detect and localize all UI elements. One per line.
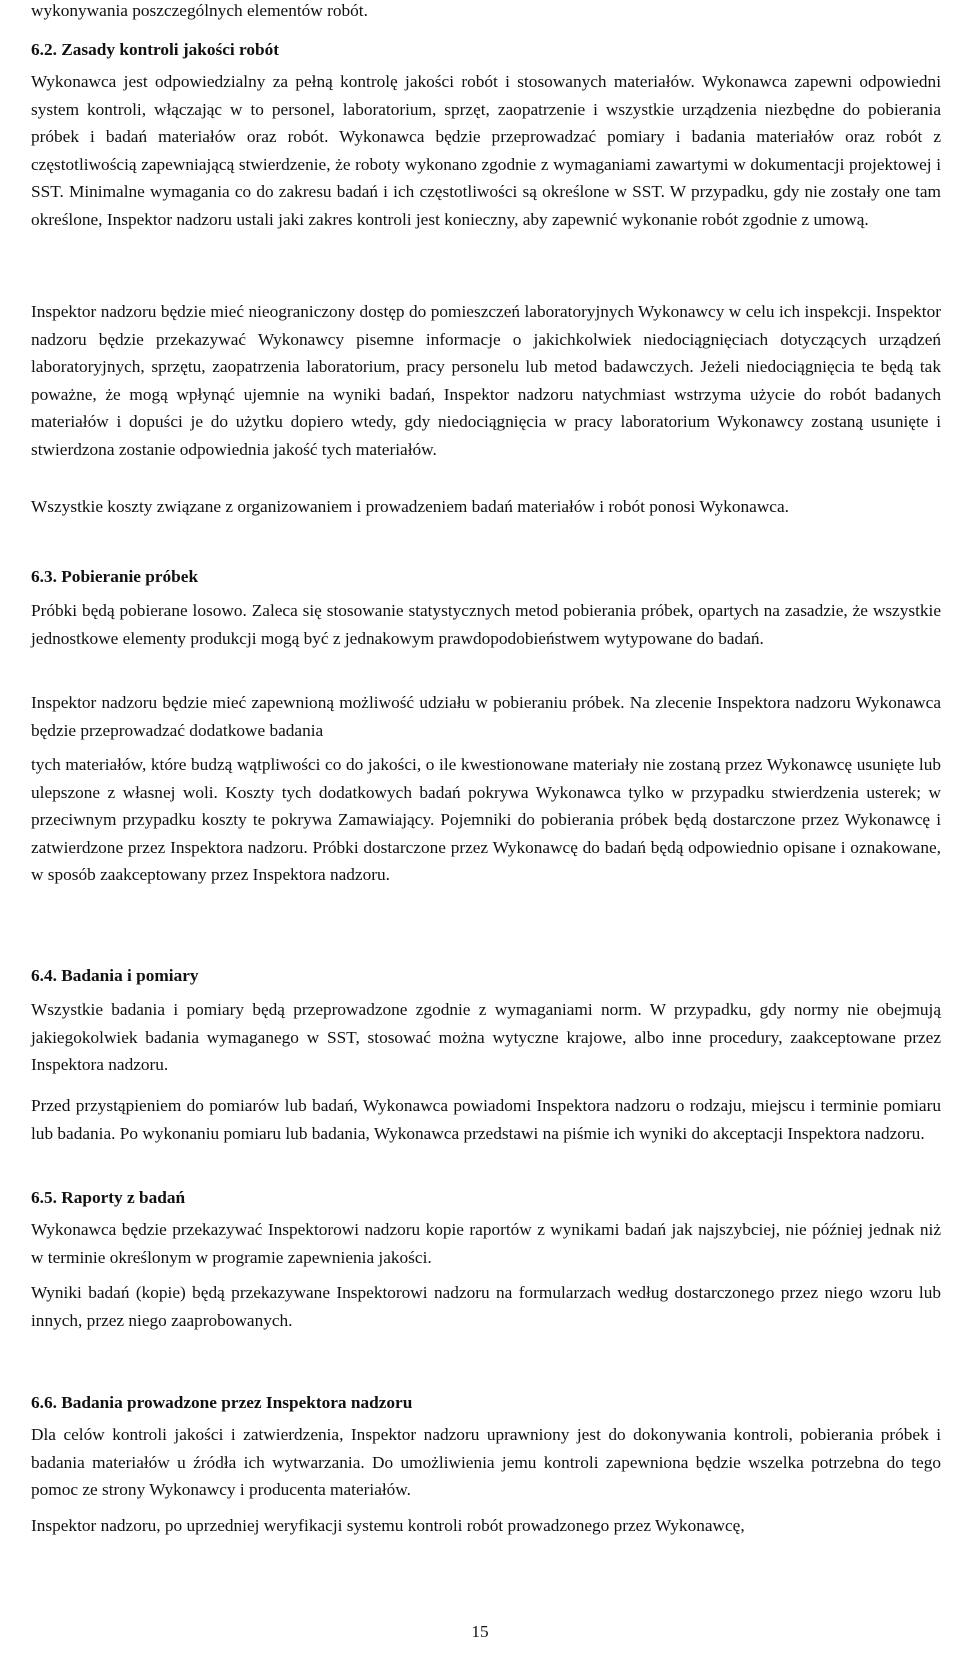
paragraph-inspector-sampling: Inspektor nadzoru będzie mieć zapewnioną możliwość udziału w pobieraniu próbek. Na zlecenie Inspektora nadzoru Wykonawca będzie przeprowadzać dodatkowe badania [31,693,941,740]
paragraph-inspector-tests: Dla celów kontroli jakości i zatwierdzenia, Inspektor nadzoru uprawniony jest do dokonywania kontroli, pobierania próbek i badania materiałów u źródła ich wytwarzania. Do umożliwienia jemu kontroli zapewniona będzie wszelka potrzebna do tego pomoc ze strony Wykonawcy i producenta materiałów. [31,1425,941,1500]
paragraph-reports-forms: Wyniki badań (kopie) będą przekazywane Inspektorowi nadzoru na formularzach według dostarczonego przez niego wzoru lub innych, przez niego zaaprobowanych. [31,1283,941,1330]
paragraph-quality-control: Wykonawca jest odpowiedzialny za pełną kontrolę jakości robót i stosowanych materiałów. Wykonawca zapewni odpowiedni system kontroli, włączając w to personel, laboratorium, sprzęt, zaopatrzenie i wszystkie urządzenia niezbędne do pobierania próbek i badań materiałów oraz robót. Wykonawca będzie przeprowadzać pomiary i badania materiałów oraz robót z częstotliwością zapewniającą stwierdzenie, że roboty wykonano zgodnie z wymaganiami zawartymi w dokumentacji projektowej i SST. Minimalne wymagania co do zakresu badań i ich częstotliwości są określone w SST. W przypadku, gdy nie zostały one tam określone, Inspektor nadzoru ustali jaki zakres kontroli jest konieczny, aby zapewnić wykonanie robót zgodnie z umową. [31,72,941,229]
paragraph-sampling-random: Próbki będą pobierane losowo. Zaleca się stosowanie statystycznych metod pobierania próbek, opartych na zasadzie, że wszystkie jednostkowe elementy produkcji mogą być z jednakowym prawdopodobieństwem wytypowane do badań. [31,601,941,648]
paragraph-costs: Wszystkie koszty związane z organizowaniem i prowadzeniem badań materiałów i robót ponosi Wykonawca. [31,497,789,516]
paragraph-additional-tests: tych materiałów, które budzą wątpliwości co do jakości, o ile kwestionowane materiały nie zostaną przez Wykonawcę usunięte lub ulepszone z własnej woli. Koszty tych dodatkowych badań pokrywa Wykonawca tylko w przypadku stwierdzenia usterek; w przeciwnym przypadku koszty te pokrywa Zamawiający. Pojemniki do pobierania próbek będą dostarczone przez Wykonawcę i zatwierdzone przez Inspektora nadzoru. Próbki dostarczone przez Wykonawcę do badań będą odpowiednio opisane i oznakowane, w sposób zaakceptowany przez Inspektora nadzoru. [31,755,941,885]
paragraph-inspector-access: Inspektor nadzoru będzie mieć nieograniczony dostęp do pomieszczeń laboratoryjnych Wykonawcy w celu ich inspekcji. Inspektor nadzoru będzie przekazywać Wykonawcy pisemne informacje o jakichkolwiek niedociągnięciach dotyczących urządzeń laboratoryjnych, sprzętu, zaopatrzenia laboratorium, pracy personelu lub metod badawczych. Jeżeli niedociągnięcia te będą tak poważne, że mogą wpłynąć ujemnie na wyniki badań, Inspektor nadzoru natychmiast wstrzyma użycie do robót badanych materiałów i dopuści je do użytku dopiero wtedy, gdy niedociągnięcia w pracy laboratorium Wykonawcy zostaną usunięte i stwierdzona zostanie odpowiednia jakość tych materiałów. [31,302,941,459]
section-heading-6-2: 6.2. Zasady kontroli jakości robót [31,40,280,59]
paragraph-tests-notification: Przed przystąpieniem do pomiarów lub badań, Wykonawca powiadomi Inspektora nadzoru o rodzaju, miejscu i terminie pomiaru lub badania. Po wykonaniu pomiaru lub badania, Wykonawca przedstawi na piśmie ich wyniki do akceptacji Inspektora nadzoru. [31,1096,941,1143]
paragraph-inspector-verification: Inspektor nadzoru, po uprzedniej weryfikacji systemu kontroli robót prowadzonego przez Wykonawcę, [31,1516,745,1535]
section-heading-6-6: 6.6. Badania prowadzone przez Inspektora nadzoru [31,1393,413,1412]
paragraph-reports-delivery: Wykonawca będzie przekazywać Inspektorowi nadzoru kopie raportów z wynikami badań jak najszybciej, nie później jednak niż w terminie określonym w programie zapewnienia jakości. [31,1220,941,1267]
paragraph-continuation: wykonywania poszczególnych elementów robót. [31,1,368,20]
page-number: 15 [471,1622,489,1641]
section-heading-6-5: 6.5. Raporty z badań [31,1188,186,1207]
section-heading-6-4: 6.4. Badania i pomiary [31,966,199,985]
paragraph-tests-standards: Wszystkie badania i pomiary będą przeprowadzone zgodnie z wymaganiami norm. W przypadku, gdy normy nie obejmują jakiegokolwiek badania wymaganego w SST, stosować można wytyczne krajowe, albo inne procedury, zaakceptowane przez Inspektora nadzoru. [31,1000,941,1075]
section-heading-6-3: 6.3. Pobieranie próbek [31,567,199,586]
